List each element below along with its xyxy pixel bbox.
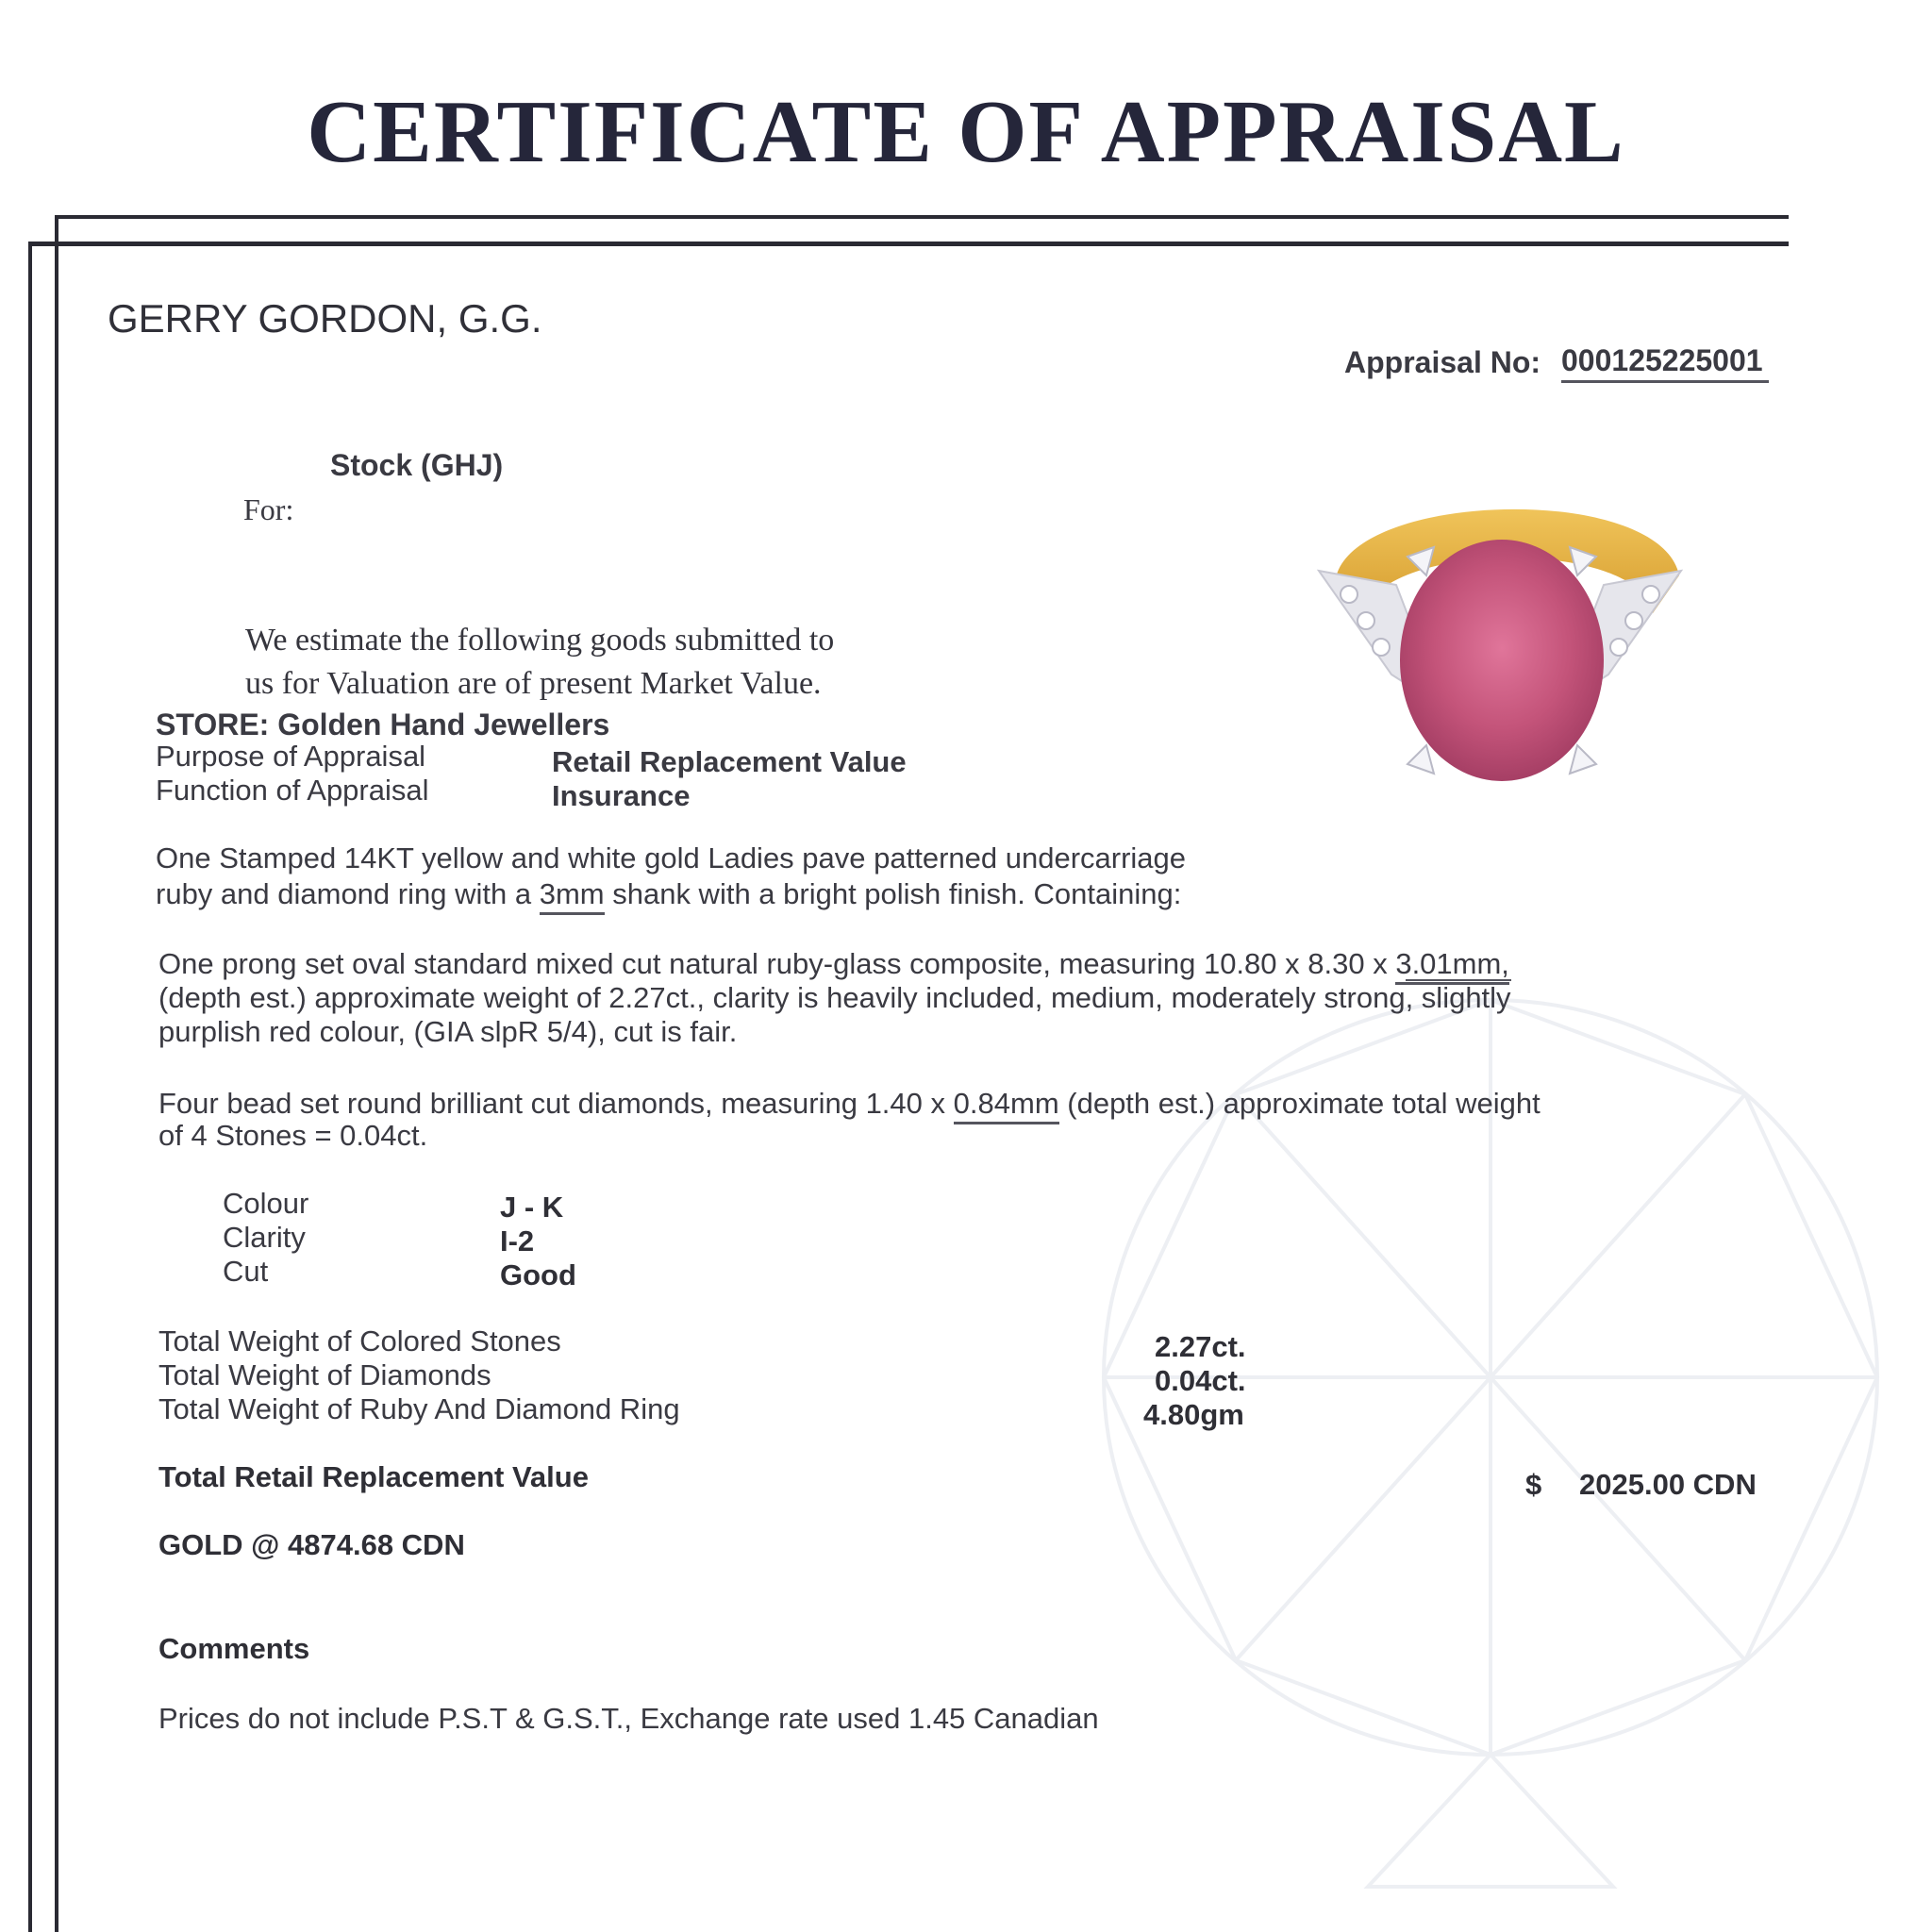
weight-diamonds-label: Total Weight of Diamonds bbox=[158, 1358, 491, 1391]
diamonds-depth: 0.84mm bbox=[954, 1087, 1059, 1124]
frame-top-rule bbox=[55, 215, 1789, 219]
intro-line-2: us for Valuation are of present Market Value. bbox=[245, 666, 822, 701]
grade-cut-label: Cut bbox=[223, 1255, 269, 1288]
weight-ring-label: Total Weight of Ruby And Diamond Ring bbox=[158, 1392, 680, 1425]
comments-label: Comments bbox=[158, 1632, 310, 1665]
currency-symbol: $ bbox=[1525, 1468, 1542, 1501]
function-value: Insurance bbox=[552, 779, 691, 812]
intro-line-1: We estimate the following goods submitted to bbox=[245, 623, 835, 658]
ring-photo bbox=[1302, 472, 1698, 821]
appraisal-number: 000125225001 bbox=[1561, 343, 1769, 383]
shank-width: 3mm bbox=[540, 877, 605, 915]
description-text-b: shank with a bright polish finish. Containing: bbox=[612, 877, 1182, 910]
purpose-value: Retail Replacement Value bbox=[552, 745, 907, 778]
diamonds-text-a: Four bead set round brilliant cut diamonds, measuring 1.40 x bbox=[158, 1087, 946, 1120]
certificate-title: CERTIFICATE OF APPRAISAL bbox=[307, 83, 1625, 181]
ruby-depth: 3.01mm, bbox=[1395, 947, 1509, 985]
comments-text: Prices do not include P.S.T & G.S.T., Exchange rate used 1.45 Canadian bbox=[158, 1702, 1099, 1735]
grade-colour-label: Colour bbox=[223, 1187, 309, 1220]
grade-clarity-value: I-2 bbox=[500, 1224, 535, 1257]
weight-colored-value: 2.27ct. bbox=[1155, 1330, 1246, 1363]
weight-diamonds-value: 0.04ct. bbox=[1155, 1364, 1246, 1397]
total-value-label: Total Retail Replacement Value bbox=[158, 1460, 589, 1493]
grade-cut-value: Good bbox=[500, 1258, 576, 1291]
diamonds-line-2: of 4 Stones = 0.04ct. bbox=[158, 1119, 428, 1152]
for-label: For: bbox=[243, 492, 294, 526]
frame-second-rule bbox=[28, 242, 1789, 246]
appraisal-number-label: Appraisal No: bbox=[1344, 345, 1541, 379]
frame-left-outer bbox=[28, 242, 32, 1932]
ruby-line-3: purplish red colour, (GIA slpR 5/4), cut is fair. bbox=[158, 1015, 738, 1048]
store-line: STORE: Golden Hand Jewellers bbox=[156, 708, 610, 741]
description-text-a: ruby and diamond ring with a bbox=[156, 877, 532, 910]
description-line-2 bbox=[156, 877, 1181, 911]
frame-left-inner bbox=[55, 215, 58, 1932]
grade-colour-value: J - K bbox=[500, 1191, 564, 1224]
weight-colored-label: Total Weight of Colored Stones bbox=[158, 1324, 561, 1357]
ruby-text-b: (depth est.) approximate weight of 2.27ct., clarity is heavily included, medium, moderately strong bbox=[158, 981, 1406, 1014]
ruby-line-2 bbox=[158, 981, 1511, 1015]
ruby-line-1 bbox=[158, 947, 1509, 981]
for-value: Stock (GHJ) bbox=[330, 448, 504, 482]
ruby-text-a: One prong set oval standard mixed cut natural ruby-glass composite, measuring 10.80 x 8.30 x bbox=[158, 947, 1388, 980]
total-value-amount: 2025.00 CDN bbox=[1579, 1468, 1757, 1501]
ruby-text-c: , slightly bbox=[1405, 981, 1511, 1014]
appraiser-name: GERRY GORDON, G.G. bbox=[108, 296, 542, 341]
grade-clarity-label: Clarity bbox=[223, 1221, 306, 1254]
weight-ring-value: 4.80gm bbox=[1143, 1398, 1244, 1431]
diamonds-line-1 bbox=[158, 1087, 1541, 1121]
function-label: Function of Appraisal bbox=[156, 774, 429, 807]
description-line-1: One Stamped 14KT yellow and white gold Ladies pave patterned undercarriage bbox=[156, 841, 1187, 874]
diamonds-text-b: (depth est.) approximate total weight bbox=[1067, 1087, 1541, 1120]
purpose-label: Purpose of Appraisal bbox=[156, 740, 426, 773]
gold-price: GOLD @ 4874.68 CDN bbox=[158, 1528, 465, 1561]
